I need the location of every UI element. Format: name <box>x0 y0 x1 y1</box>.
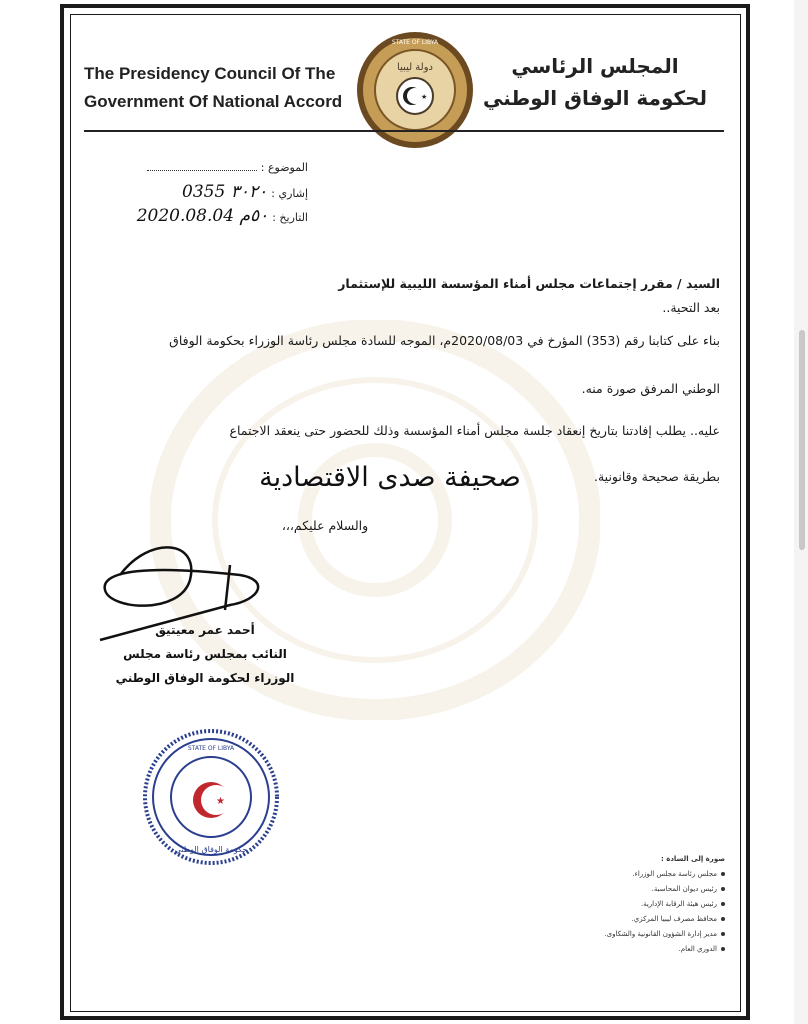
header-arabic-line-2: لحكومة الوفاق الوطني <box>482 86 708 110</box>
signer-title-line-2: الوزراء لحكومة الوفاق الوطني <box>115 671 295 685</box>
cc-item: رئيس هيئة الرقابة الإدارية. <box>535 897 725 912</box>
reference-label: إشاري : <box>271 187 308 200</box>
scrollbar-thumb[interactable] <box>799 330 805 550</box>
cc-item: رئيس ديوان المحاسبة. <box>535 882 725 897</box>
bullet-icon <box>721 947 725 951</box>
letter-meta <box>78 156 308 228</box>
cc-item: مدير إدارة الشؤون القانونية والشكاوى. <box>535 927 725 942</box>
signer-title-line-1: النائب بمجلس رئاسة مجلس <box>123 647 287 661</box>
addressee: السيد / مقرر إجتماعات مجلس أمناء المؤسسة الليبية للإستثمار <box>338 276 720 291</box>
header-english-line-1: The Presidency Council Of The <box>84 64 336 83</box>
signer-block <box>90 618 320 690</box>
reference-row <box>78 180 308 204</box>
date-label: التاريخ : <box>272 211 308 224</box>
greeting: بعد التحية.. <box>662 300 720 315</box>
paragraph-1-line-1: بناء على كتابنا رقم (353) المؤرخ في 2020/08/03م، الموجه للسادة مجلس رئاسة الوزراء بحكومة الوفاق <box>169 333 720 348</box>
cc-item: محافظ مصرف ليبيا المركزي. <box>535 912 725 927</box>
header-english-line-2: Government Of National Accord <box>84 92 343 111</box>
paragraph-2-line-2: بطريقة صحيحة وقانونية. <box>594 469 720 484</box>
bullet-icon <box>721 887 725 891</box>
top-seal-star: ★ <box>421 93 428 101</box>
subject-label: الموضوع : <box>260 161 308 174</box>
paragraph-2-line-1: عليه.. يطلب إفادتنا بتاريخ إنعقاد جلسة مجلس أمناء المؤسسة وذلك للحضور حتى ينعقد الاجتماع <box>229 423 720 438</box>
bullet-icon <box>721 932 725 936</box>
date-value: 2020.08.04 ٥٠م <box>136 206 269 226</box>
bullet-icon <box>721 917 725 921</box>
reference-value: 0355 ٣٠٢٠ <box>182 182 268 202</box>
bullet-icon <box>721 872 725 876</box>
header-english <box>84 60 354 116</box>
bottom-seal-outer-text: STATE OF LIBYA <box>187 745 235 752</box>
header-arabic <box>470 50 720 114</box>
date-row <box>78 204 308 228</box>
top-seal-inner-text: دولة ليبيا <box>396 62 434 73</box>
top-seal-icon <box>355 30 475 150</box>
signer-name: أحمد عمر معيتيق <box>155 623 255 637</box>
closing: والسلام عليكم،،، <box>281 518 369 533</box>
scrollbar-track[interactable] <box>794 0 808 1024</box>
header-arabic-line-1: المجلس الرئاسي <box>511 54 679 78</box>
cc-item: مجلس رئاسة مجلس الوزراء. <box>535 867 725 882</box>
cc-item: الدوري العام. <box>535 942 725 957</box>
bottom-seal-inner-text: حكومة الوفاق الوطني <box>174 845 248 854</box>
bullet-icon <box>721 902 725 906</box>
bottom-seal-star: ★ <box>216 796 225 807</box>
top-seal-outer-text: STATE OF LIBYA <box>391 39 439 46</box>
copies-to-heading: صورة إلى السادة : <box>660 855 725 863</box>
subject-row <box>78 156 308 180</box>
header-divider <box>84 130 724 132</box>
subject-dotted-line <box>147 158 257 171</box>
bottom-stamp-icon <box>142 728 280 866</box>
paragraph-1-line-2: الوطني المرفق صورة منه. <box>581 381 720 396</box>
copies-to-list <box>535 855 725 957</box>
newspaper-watermark-caption: صحيفة صدى الاقتصادية <box>259 462 521 493</box>
